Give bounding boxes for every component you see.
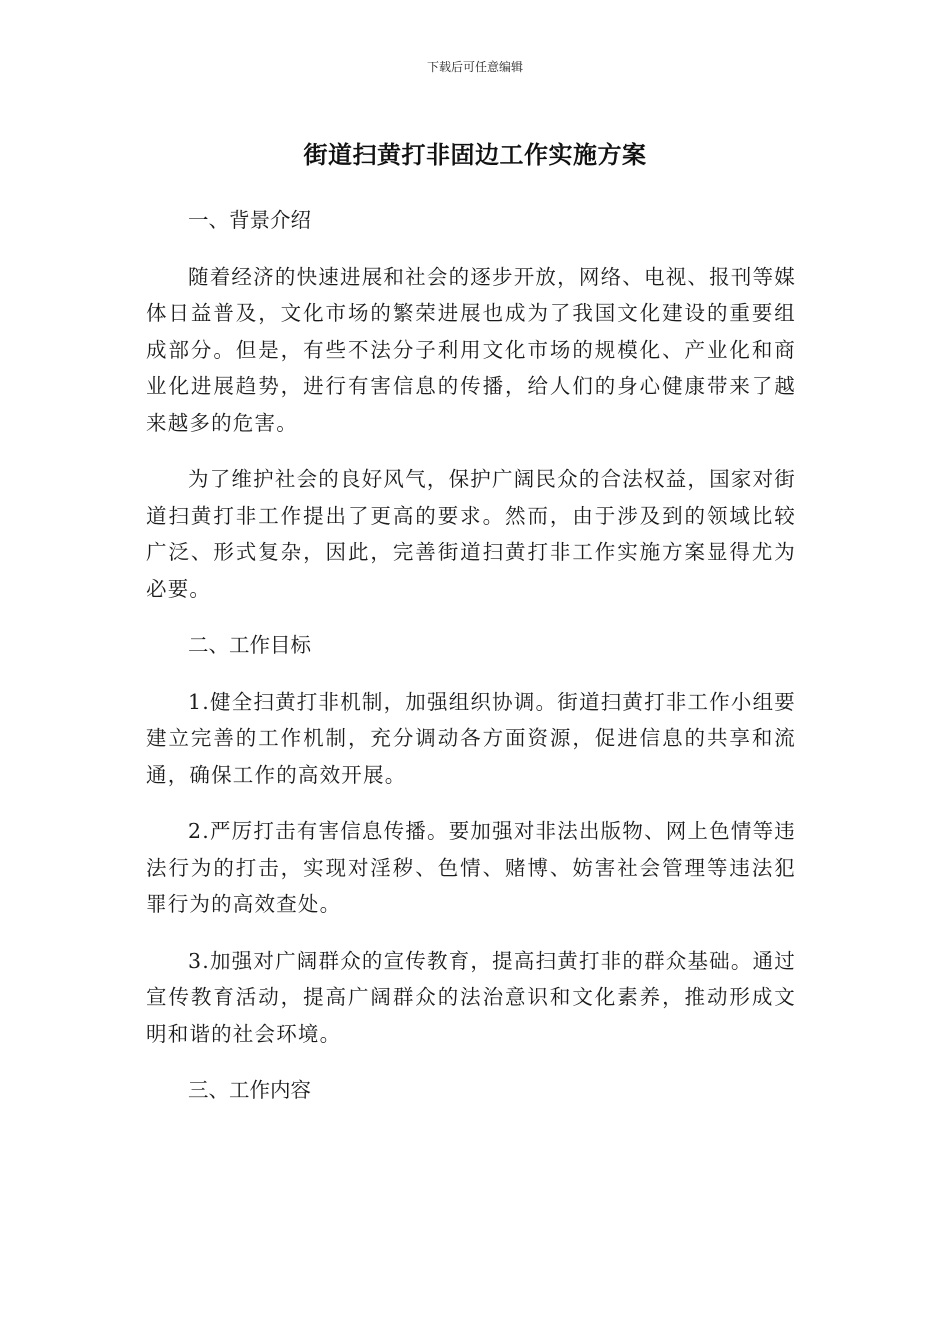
section-heading-content: 三、工作内容 — [188, 1078, 311, 1102]
paragraph: 3.加强对广阔群众的宣传教育，提高扫黄打非的群众基础。通过宣传教育活动，提高广阔群众的法治意识和文化素养，推动形成文明和谐的社会环境。 — [146, 948, 796, 1046]
document-body — [146, 202, 796, 1129]
paragraph: 随着经济的快速进展和社会的逐步开放，网络、电视、报刊等媒体日益普及，文化市场的繁荣进展也成为了我国文化建设的重要组成部分。但是，有些不法分子利用文化市场的规模化、产业化和商业化进展趋势，进行有害信息的传播，给人们的身心健康带来了越来越多的危害。 — [146, 264, 796, 435]
section-heading-goals: 二、工作目标 — [188, 633, 311, 657]
paragraph: 为了维护社会的良好风气，保护广阔民众的合法权益，国家对街道扫黄打非工作提出了更高的要求。然而，由于涉及到的领域比较广泛、形式复杂，因此，完善街道扫黄打非工作实施方案显得尤为必要。 — [146, 467, 796, 601]
section-heading-background: 一、背景介绍 — [188, 208, 311, 232]
paragraph: 1.健全扫黄打非机制，加强组织协调。街道扫黄打非工作小组要建立完善的工作机制，充分调动各方面资源，促进信息的共享和流通，确保工作的高效开展。 — [146, 689, 796, 787]
document-title: 街道扫黄打非固边工作实施方案 — [303, 141, 647, 169]
paragraph: 2.严厉打击有害信息传播。要加强对非法出版物、网上色情等违法行为的打击，实现对淫秽、色情、赌博、妨害社会管理等违法犯罪行为的高效查处。 — [146, 819, 796, 916]
header-note: 下载后可任意编辑 — [426, 60, 523, 74]
